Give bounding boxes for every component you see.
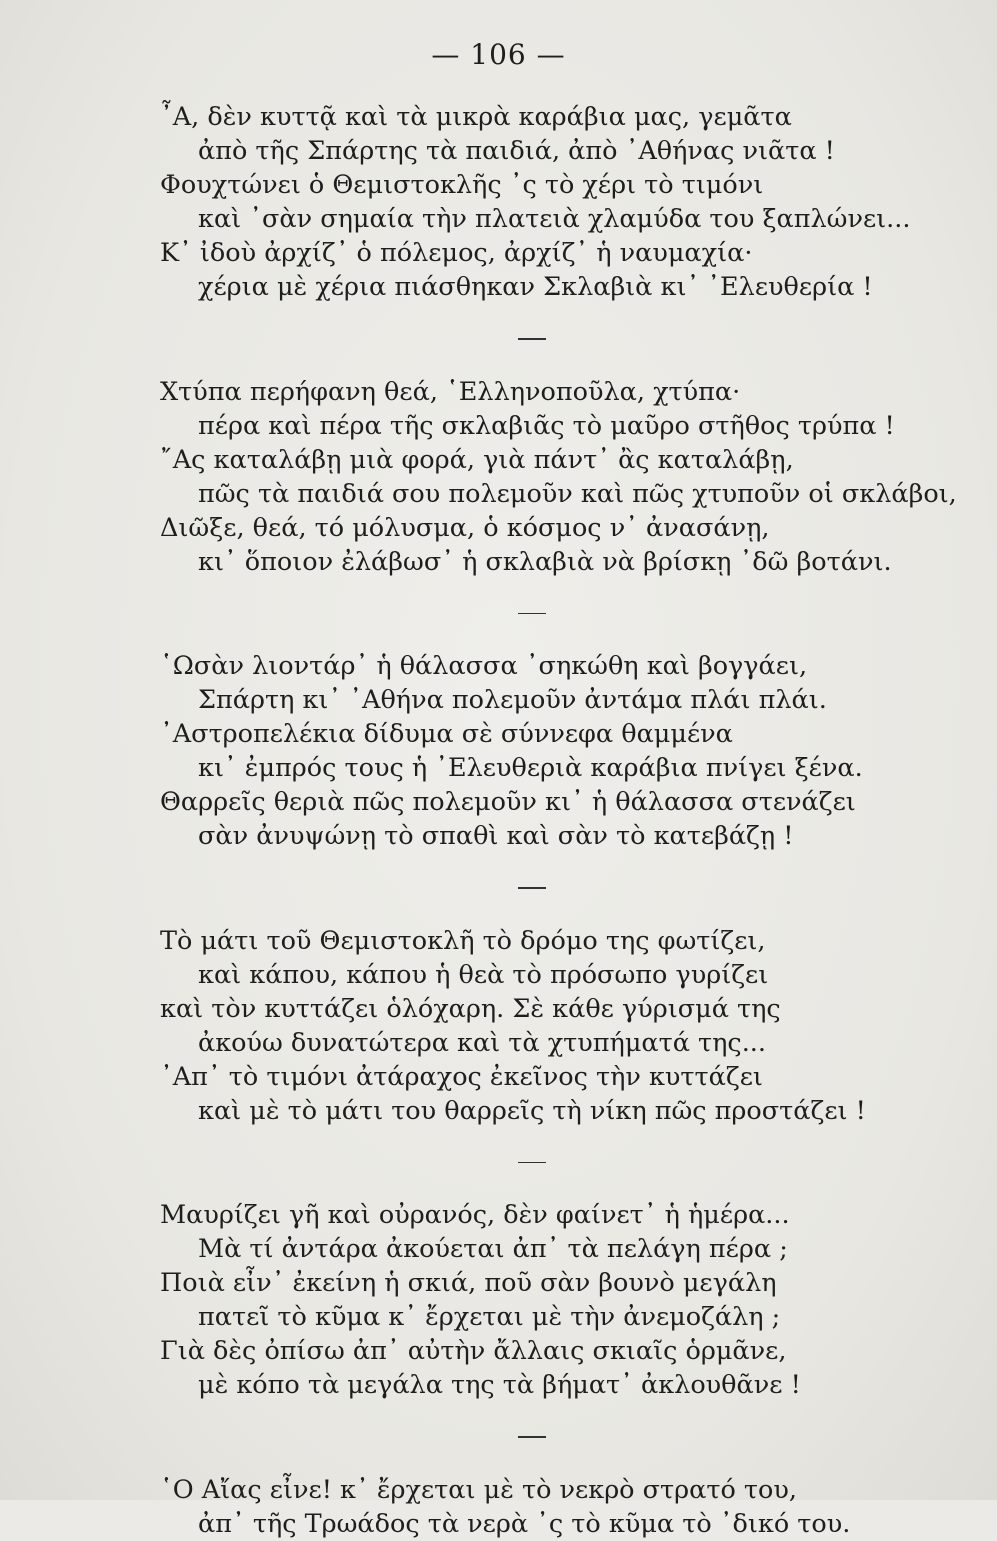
poem-line: Κ᾿ ἰδοὺ ἀρχίζ᾿ ὁ πόλεμος, ἀρχίζ᾿ ἡ ναυμαχία· <box>160 238 753 268</box>
poem-line: ῎Ας καταλάβῃ μιὰ φορά, γιὰ πάντ᾿ ἂς καταλάβῃ, <box>160 444 794 475</box>
page-number: — 106 — <box>431 38 566 71</box>
poem-line: Μὰ τί ἀντάρα ἀκούεται ἀπ᾿ τὰ πελάγη πέρα ; <box>198 1234 788 1264</box>
stanza-divider <box>518 338 546 340</box>
stanza <box>160 1473 950 1541</box>
poem-line: Μαυρίζει γῆ καὶ οὐρανός, δὲν φαίνετ᾿ ἡ ἡμέρα... <box>160 1200 790 1230</box>
poem-line: Σπάρτη κι᾿ ᾿Αθήνα πολεμοῦν ἀντάμα πλάι πλάι. <box>198 685 827 715</box>
stanza <box>160 1198 950 1402</box>
poem-line: Χτύπα περήφανη θεά, ῾Ελληνοποῦλα, χτύπα· <box>160 376 741 407</box>
poem-line: μὲ κόπο τὰ μεγάλα της τὰ βήματ᾿ ἀκλουθᾶνε ! <box>198 1370 801 1400</box>
stanza <box>160 100 950 304</box>
poem-line: πέρα καὶ πέρα τῆς σκλαβιᾶς τὸ μαῦρο στῆθος τρύπα ! <box>198 410 895 441</box>
poem-line: καὶ τὸν κυττάζει ὁλόχαρη. Σὲ κάθε γύρισμά της <box>160 993 781 1024</box>
poem-line: καὶ μὲ τὸ μάτι του θαρρεῖς τὴ νίκη πῶς προστάζει ! <box>198 1095 866 1126</box>
poem-line: Γιὰ δὲς ὀπίσω ἀπ᾿ αὐτὴν ἄλλαις σκιαῖς ὁρμᾶνε, <box>160 1336 787 1366</box>
stanza-divider <box>518 1162 546 1164</box>
poem-line: χέρια μὲ χέρια πιάσθηκαν Σκλαβιὰ κι᾿ ᾿Ελευθερία ! <box>198 272 873 302</box>
poem-line: Τὸ μάτι τοῦ Θεμιστοκλῆ τὸ δρόμο της φωτίζει, <box>160 925 766 956</box>
poem-line: Θαρρεῖς θεριὰ πῶς πολεμοῦν κι᾿ ἡ θάλασσα στενάζει <box>160 787 856 817</box>
poem-line: ῾Ο Αἴας εἶνε! κ᾿ ἔρχεται μὲ τὸ νεκρὸ στρατό του, <box>160 1474 798 1505</box>
poem-line: ἀκούω δυνατώτερα καὶ τὰ χτυπήματά της... <box>198 1027 767 1058</box>
poem-line: Ποιὰ εἶν᾿ ἐκείνη ἡ σκιά, ποῦ σὰν βουνὸ μεγάλη <box>160 1268 777 1298</box>
poem-line: κι᾿ ὅποιον ἐλάβωσ᾿ ἡ σκλαβιὰ νὰ βρίσκῃ ᾿δῶ βοτάνι. <box>198 546 892 577</box>
poem-line: κι᾿ ἐμπρός τους ἡ ᾿Ελευθεριὰ καράβια πνίγει ξένα. <box>198 753 863 783</box>
poem-line: καὶ κάπου, κάπου ἡ θεὰ τὸ πρόσωπο γυρίζει <box>198 959 769 990</box>
poem-line: ἀπ᾿ τῆς Τρωάδος τὰ νερὰ ᾿ς τὸ κῦμα τὸ ᾿δικό του. <box>198 1508 851 1539</box>
poem-line: ᾿Απ᾿ τὸ τιμόνι ἀτάραχος ἐκεῖνος τὴν κυττάζει <box>160 1061 763 1092</box>
stanza-divider <box>518 887 546 889</box>
poem-line: ἀπὸ τῆς Σπάρτης τὰ παιδιά, ἀπὸ ᾿Αθήνας νιᾶτα ! <box>198 136 835 166</box>
poem-line: πατεῖ τὸ κῦμα κ᾿ ἔρχεται μὲ τὴν ἀνεμοζάλη ; <box>198 1302 781 1332</box>
poem-line: ῏Α, δὲν κυττᾷ καὶ τὰ μικρὰ καράβια μας, γεμᾶτα <box>160 102 792 132</box>
poem-text <box>160 100 957 1541</box>
stanza <box>160 375 957 579</box>
poem-line: σὰν ἀνυψώνῃ τὸ σπαθὶ καὶ σὰν τὸ κατεβάζῃ ! <box>198 821 794 851</box>
stanza-divider <box>518 613 546 615</box>
stanza <box>160 924 950 1128</box>
poem-line: ᾿Αστροπελέκια δίδυμα σὲ σύννεφα θαμμένα <box>160 719 733 749</box>
poem-line: Διῶξε, θεά, τό μόλυσμα, ὁ κόσμος ν᾿ ἀνασάνῃ, <box>160 512 770 543</box>
stanza <box>160 649 950 853</box>
stanza-divider <box>518 1436 546 1438</box>
poem-line: Φουχτώνει ὁ Θεμιστοκλῆς ᾿ς τὸ χέρι τὸ τιμόνι <box>160 170 764 200</box>
poem-line: πῶς τὰ παιδιά σου πολεμοῦν καὶ πῶς χτυποῦν οἱ σκλάβοι, <box>198 478 957 509</box>
poem-line: καὶ ᾿σὰν σημαία τὴν πλατειὰ χλαμύδα του ξαπλώνει... <box>198 204 911 234</box>
poem-line: ῾Ωσὰν λιοντάρ᾿ ἡ θάλασσα ᾿σηκώθη καὶ βογγάει, <box>160 651 808 681</box>
